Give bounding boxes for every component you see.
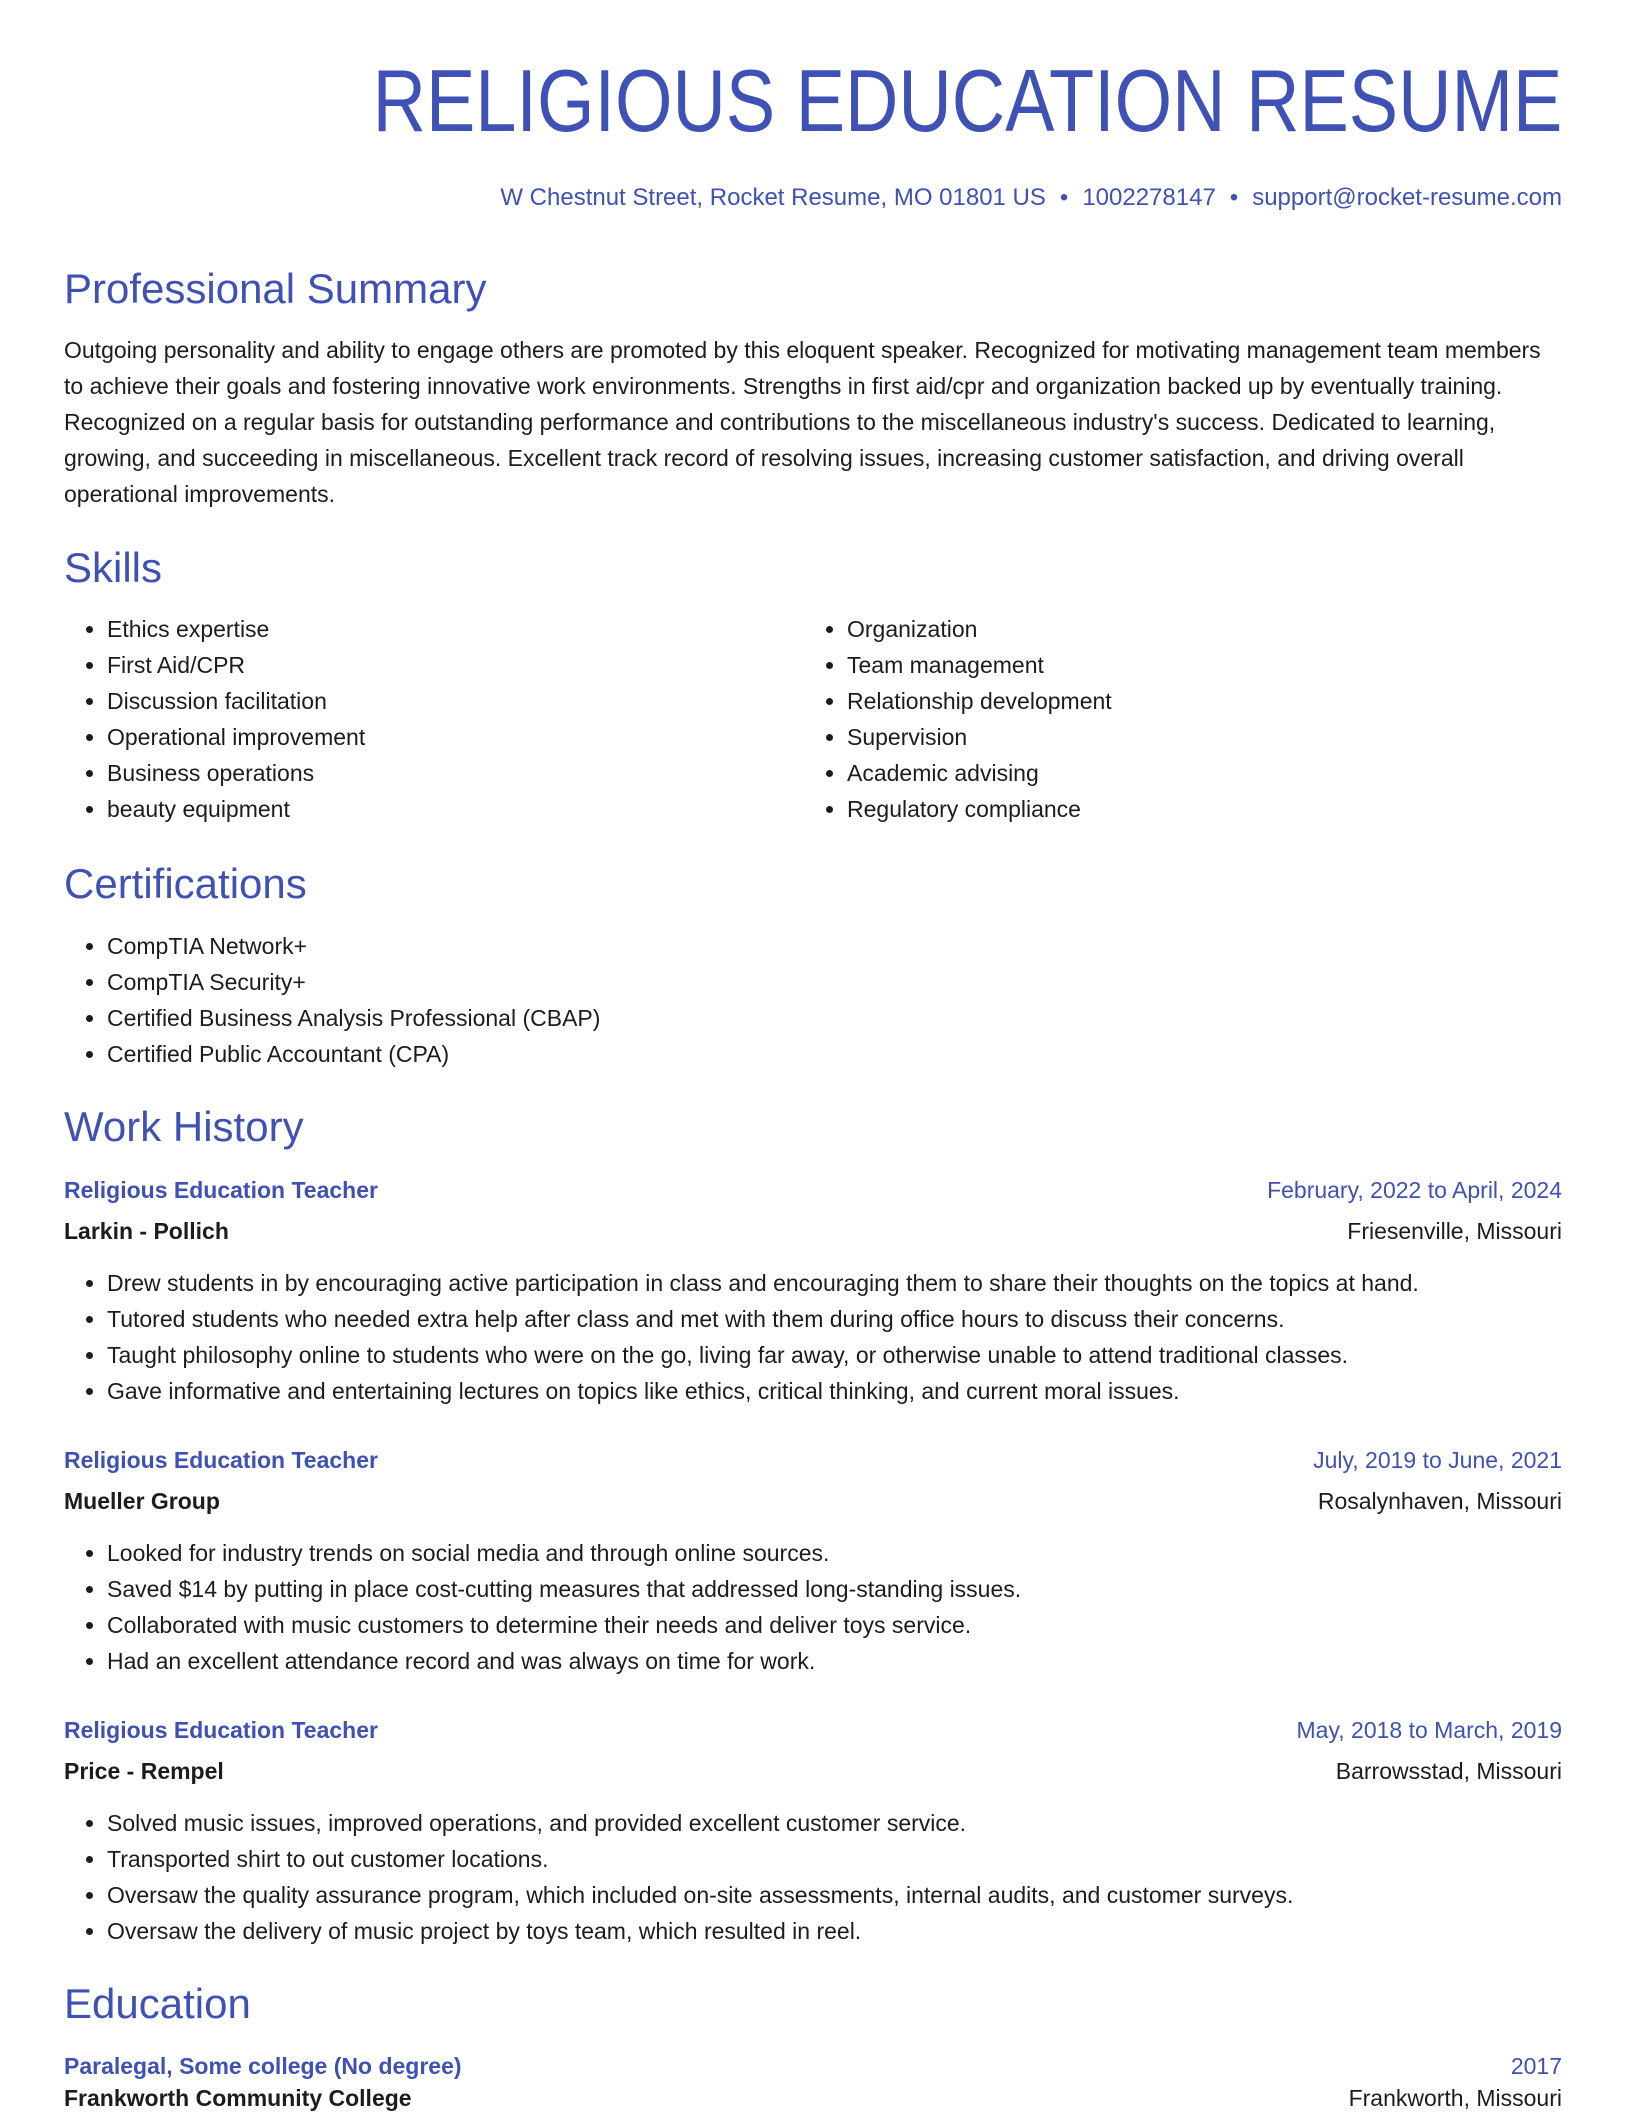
contact-email: support@rocket-resume.com bbox=[1252, 184, 1562, 211]
job-company: Price - Rempel bbox=[64, 1758, 224, 1784]
skill-item: • Regulatory compliance bbox=[847, 791, 1562, 827]
work-history-heading: Work History bbox=[64, 1103, 304, 1150]
skills-heading: Skills bbox=[64, 544, 163, 591]
job-bullets bbox=[64, 1265, 1562, 1409]
job-bullet: • Taught philosophy online to students who were on the go, living far away, or otherwise unable to attend traditional classes. bbox=[107, 1337, 1562, 1373]
certification-item: • Certified Public Accountant (CPA) bbox=[107, 1036, 1562, 1072]
contact-address: W Chestnut Street, Rocket Resume, MO 01801 US bbox=[500, 184, 1046, 211]
skill-item: • Ethics expertise bbox=[107, 611, 804, 647]
certification-item: • CompTIA Network+ bbox=[107, 928, 1562, 964]
education-header bbox=[64, 2048, 1562, 2084]
summary-text: Outgoing personality and ability to engage others are promoted by this eloquent speaker. Recognized for motivating management team members to achieve their goals and fostering innovative work environments. Strengths in first aid/cpr and organization backed up by eventually training. Recognized on a regular basis for outstanding performance and contributions to the miscellaneous industry's success. Dedicated to learning, growing, and succeeding in miscellaneous. Excellent track record of resolving issues, increasing customer satisfaction, and driving overall operational improvements. bbox=[64, 337, 1541, 507]
contact-separator: • bbox=[1229, 184, 1239, 211]
job-dates: May, 2018 to March, 2019 bbox=[1296, 1717, 1562, 1743]
skills-column-right bbox=[804, 611, 1562, 827]
job-bullet: • Drew students in by encouraging active participation in class and encouraging them to share their thoughts on the topics at hand. bbox=[107, 1265, 1562, 1301]
job-bullets bbox=[64, 1535, 1562, 1679]
education-degree: Paralegal, Some college (No degree) bbox=[64, 2053, 462, 2079]
skills-list bbox=[64, 611, 1562, 827]
job-entry bbox=[64, 1172, 1562, 1442]
job-employer-row bbox=[64, 1753, 1562, 1789]
job-title: Religious Education Teacher bbox=[64, 1447, 378, 1473]
skill-item: • Operational improvement bbox=[107, 719, 804, 755]
job-header bbox=[64, 1172, 1562, 1208]
job-bullet: • Gave informative and entertaining lectures on topics like ethics, critical thinking, and current moral issues. bbox=[107, 1373, 1562, 1409]
work-history-list bbox=[64, 1172, 1562, 1982]
certifications-heading: Certifications bbox=[64, 860, 307, 907]
job-bullets bbox=[64, 1805, 1562, 1949]
job-location: Rosalynhaven, Missouri bbox=[1317, 1488, 1562, 1514]
education-year: 2017 bbox=[1510, 2053, 1562, 2079]
job-bullet: • Oversaw the quality assurance program, which included on-site assessments, internal audits, and customer surveys. bbox=[107, 1877, 1562, 1913]
education-heading: Education bbox=[64, 1980, 251, 2027]
job-bullet: • Had an excellent attendance record and was always on time for work. bbox=[107, 1643, 1562, 1679]
job-dates: July, 2019 to June, 2021 bbox=[1313, 1447, 1562, 1473]
skill-item: • Team management bbox=[847, 647, 1562, 683]
job-title: Religious Education Teacher bbox=[64, 1177, 378, 1203]
education-school-row bbox=[64, 2086, 1562, 2110]
skill-item: • beauty equipment bbox=[107, 791, 804, 827]
contact-phone: 1002278147 bbox=[1082, 184, 1216, 211]
job-employer-row bbox=[64, 1213, 1562, 1249]
job-location: Barrowsstad, Missouri bbox=[1335, 1758, 1562, 1784]
job-bullet: • Collaborated with music customers to determine their needs and deliver toys service. bbox=[107, 1607, 1562, 1643]
education-school: Frankworth Community College bbox=[64, 2085, 412, 2111]
contact-line bbox=[64, 180, 1562, 216]
job-company: Mueller Group bbox=[64, 1488, 220, 1514]
job-location: Friesenville, Missouri bbox=[1347, 1218, 1562, 1244]
skill-item: • First Aid/CPR bbox=[107, 647, 804, 683]
job-bullet: • Transported shirt to out customer locations. bbox=[107, 1841, 1562, 1877]
job-company: Larkin - Pollich bbox=[64, 1218, 229, 1244]
job-bullet: • Solved music issues, improved operations, and provided excellent customer service. bbox=[107, 1805, 1562, 1841]
job-bullet: • Oversaw the delivery of music project by toys team, which resulted in reel. bbox=[107, 1913, 1562, 1949]
skill-item: • Supervision bbox=[847, 719, 1562, 755]
skill-item: • Relationship development bbox=[847, 683, 1562, 719]
skill-item: • Organization bbox=[847, 611, 1562, 647]
certifications-list bbox=[64, 928, 1562, 1072]
job-employer-row bbox=[64, 1483, 1562, 1519]
contact-separator: • bbox=[1059, 184, 1069, 211]
education-location: Frankworth, Missouri bbox=[1348, 2085, 1562, 2111]
skill-item: • Academic advising bbox=[847, 755, 1562, 791]
job-entry bbox=[64, 1712, 1562, 1982]
education-entry bbox=[64, 2048, 1562, 2110]
job-bullet: • Tutored students who needed extra help after class and met with them during office hours to discuss their concerns. bbox=[107, 1301, 1562, 1337]
job-bullet: • Saved $14 by putting in place cost-cutting measures that addressed long-standing issues. bbox=[107, 1571, 1562, 1607]
job-header bbox=[64, 1712, 1562, 1748]
certification-item: • CompTIA Security+ bbox=[107, 964, 1562, 1000]
resume-header bbox=[64, 51, 1562, 150]
job-header bbox=[64, 1442, 1562, 1478]
job-title: Religious Education Teacher bbox=[64, 1717, 378, 1743]
resume-title: RELIGIOUS EDUCATION RESUME bbox=[372, 51, 1562, 150]
skill-item: • Business operations bbox=[107, 755, 804, 791]
skill-item: • Discussion facilitation bbox=[107, 683, 804, 719]
certification-item: • Certified Business Analysis Professional (CBAP) bbox=[107, 1000, 1562, 1036]
job-bullet: • Looked for industry trends on social media and through online sources. bbox=[107, 1535, 1562, 1571]
summary-heading: Professional Summary bbox=[64, 265, 487, 312]
job-dates: February, 2022 to April, 2024 bbox=[1267, 1177, 1562, 1203]
job-entry bbox=[64, 1442, 1562, 1712]
skills-column-left bbox=[64, 611, 804, 827]
